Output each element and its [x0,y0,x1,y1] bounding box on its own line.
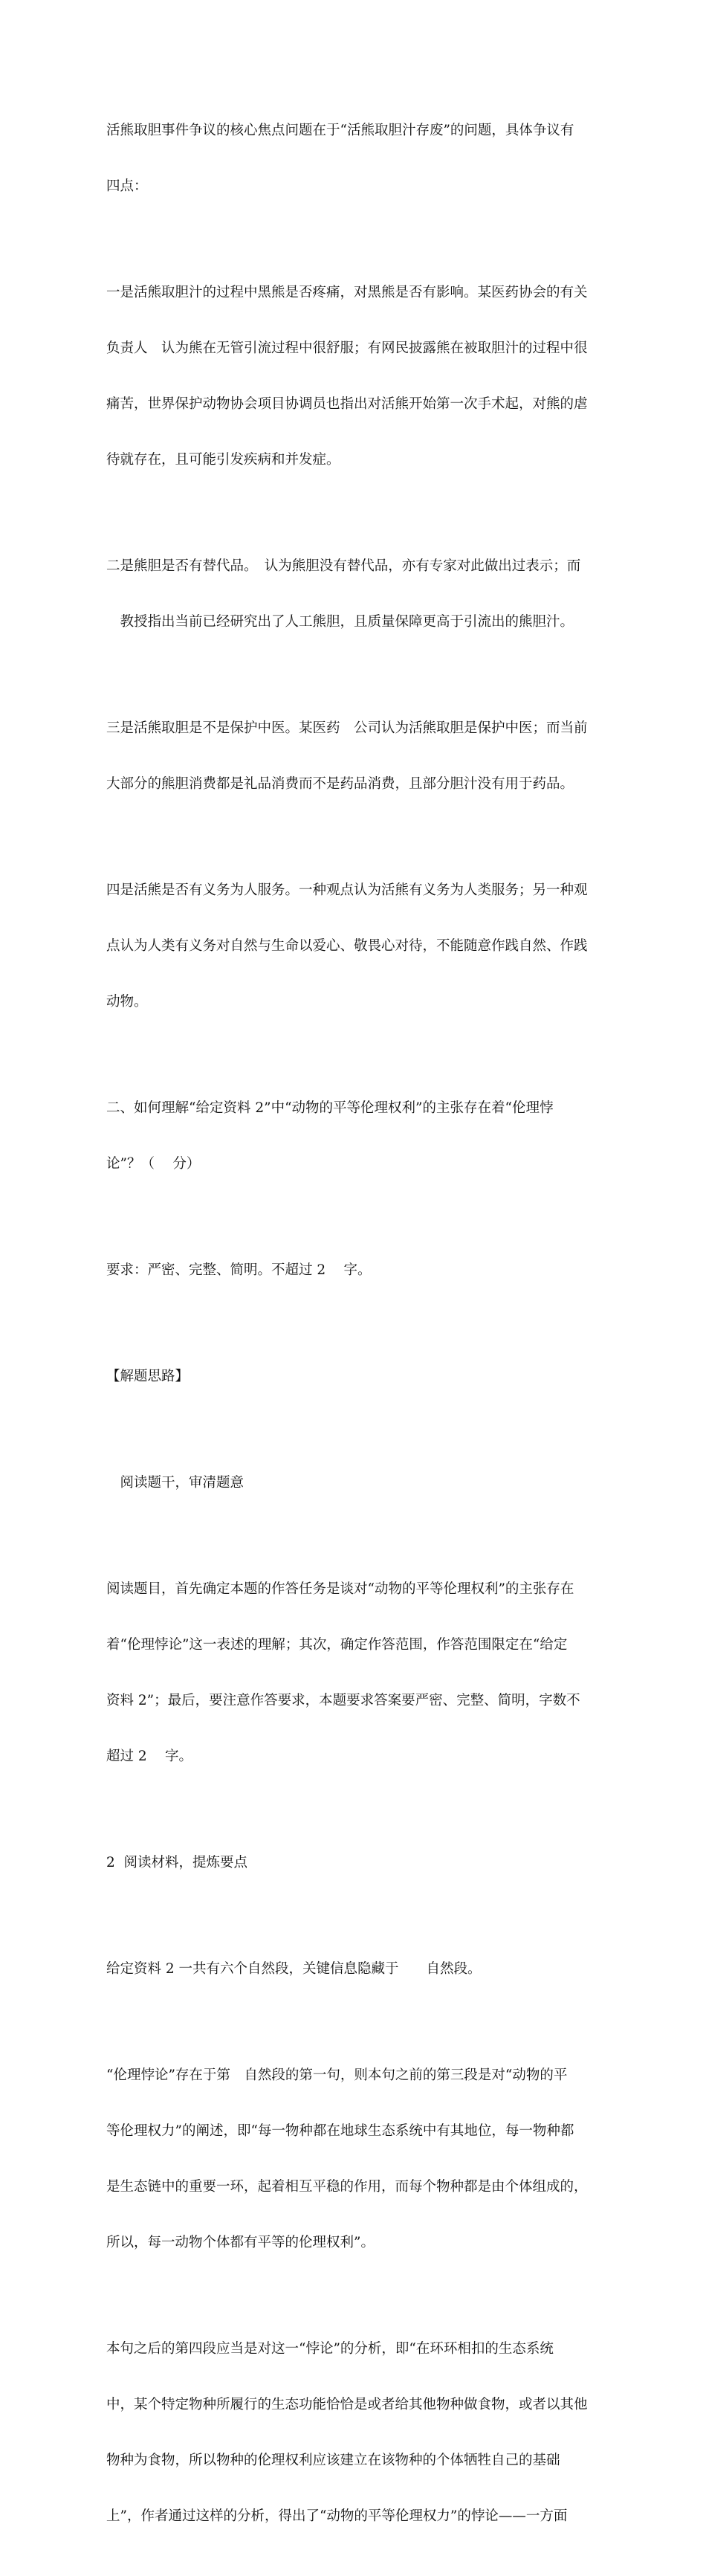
paragraph-material-overview [106,1923,603,2015]
paragraph-step-one [106,1543,603,1803]
text-line: 所以，每一动物个体都有平等的伦理权利”。 [106,2235,375,2250]
text-line: 大部分的熊胆消费都是礼品消费而不是药品消费，且部分胆汁没有用于药品。 [106,776,574,792]
paragraph-point-three [106,682,603,830]
paragraph-intro [106,84,603,233]
text-line: 给定资料 2 一共有六个自然段，关键信息隐藏于 自然段。 [106,1961,482,1977]
text-line: 动物。 [106,994,148,1010]
step-one-heading [106,1436,603,1529]
text-line: 一是活熊取胆汁的过程中黑熊是否疼痛，对黑熊是否有影响。某医药协会的有关 [106,285,588,300]
text-line: 阅读题干，审清题意 [106,1475,244,1491]
text-line: 超过 2 字。 [106,1749,193,1764]
paragraph-ethics-paradox [106,2029,603,2289]
text-line: 等伦理权力”的阐述，即“每一物种都在地球生态系统中有其地位，每一物种都 [106,2123,574,2139]
text-line: 四是活熊是否有义务为人服务。一种观点认为活熊有义务为人类服务；另一种观 [106,882,588,898]
text-line: 负责人 认为熊在无管引流过程中很舒服；有网民披露熊在被取胆汁的过程中很 [106,340,588,356]
text-line: 本句之后的第四段应当是对这一“悖论”的分析，即“在环环相扣的生态系统 [106,2341,554,2357]
text-line: 要求：严密、完整、简明。不超过 2 字。 [106,1262,372,1278]
text-line: 中，某个特定物种所履行的生态功能恰恰是或者给其他物种做食物，或者以其他 [106,2397,588,2412]
text-line: 上”，作者通过这样的分析，得出了“动物的平等伦理权力”的悖论——一方面 [106,2508,568,2524]
section-heading-approach [106,1330,603,1423]
text-line: 待就存在，且可能引发疾病和并发症。 [106,452,340,468]
text-line: 【解题思路】 [106,1369,190,1384]
text-line: “伦理悖论”存在于第 自然段的第一句，则本句之前的第三段是对“动物的平 [106,2067,568,2083]
text-line: 阅读题目，首先确定本题的作答任务是谈对“动物的平等伦理权利”的主张存在 [106,1581,574,1597]
paragraph-analysis [106,2302,603,2563]
document-page [106,84,603,2576]
question-requirement [106,1224,603,1317]
text-line: 物种为食物，所以物种的伦理权利应该建立在该物种的个体牺牲自己的基础 [106,2453,560,2468]
text-line: 三是活熊取胆是不是保护中医。某医药 公司认为活熊取胆是保护中医；而当前 [106,720,588,736]
paragraph-point-one [106,246,603,506]
text-line: 着“伦理悖论”这一表述的理解；其次，确定作答范围，作答范围限定在“给定 [106,1637,568,1653]
step-two-heading [106,1816,603,1909]
text-line: 2 阅读材料，提炼要点 [106,1855,248,1870]
text-line: 点认为人类有义务对自然与生命以爱心、敬畏心对待，不能随意作践自然、作践 [106,938,588,954]
text-line: 四点： [106,178,148,194]
text-line: 教授指出当前已经研究出了人工熊胆，且质量保障更高于引流出的熊胆汁。 [106,614,574,630]
text-line: 活熊取胆事件争议的核心焦点问题在于“活熊取胆汁存废”的问题，具体争议有 [106,123,574,138]
text-line: 痛苦，世界保护动物协会项目协调员也指出对活熊开始第一次手术起，对熊的虐 [106,396,588,412]
text-line: 论”？（ 分） [106,1156,201,1172]
text-line: 是生态链中的重要一环，起着相互平稳的作用，而每个物种都是由个体组成的， [106,2179,588,2195]
paragraph-point-two [106,520,603,668]
paragraph-point-four [106,844,603,1048]
text-line: 二、如何理解“给定资料 2”中“动物的平等伦理权利”的主张存在着“伦理悖 [106,1100,554,1116]
question-heading [106,1062,603,1210]
text-line: 资料 2”；最后，要注意作答要求，本题要求答案要严密、完整、简明，字数不 [106,1693,580,1708]
text-line: 二是熊胆是否有替代品。 认为熊胆没有替代品，亦有专家对此做出过表示；而 [106,558,581,574]
